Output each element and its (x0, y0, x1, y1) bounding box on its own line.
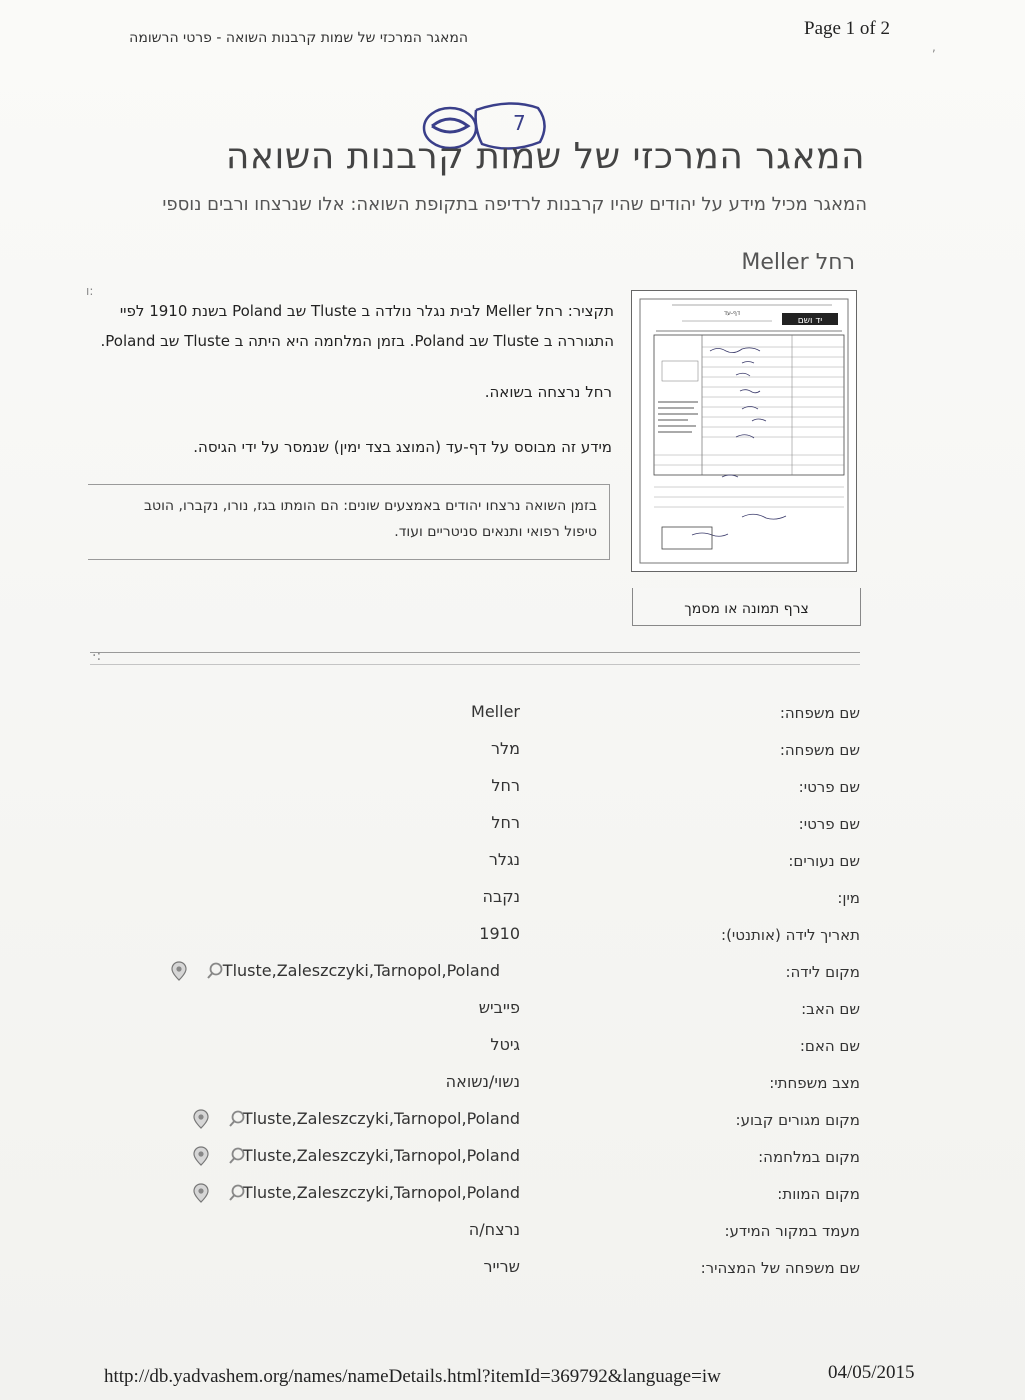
detail-row (150, 1255, 870, 1292)
search-icon[interactable] (228, 1183, 246, 1203)
map-pin-icon[interactable] (192, 1109, 210, 1129)
location-actions (170, 961, 224, 981)
map-pin-icon[interactable] (192, 1146, 210, 1166)
detail-label: שם משפחה: (779, 741, 860, 759)
detail-label: מצב משפחתי: (769, 1074, 860, 1092)
detail-row (150, 885, 870, 922)
detail-label: שם האב: (801, 1000, 860, 1018)
scan-mark: ·: (92, 648, 102, 664)
record-details-table (150, 700, 870, 1292)
detail-value: Tluste,Zaleszczyki,Tarnopol,Poland (242, 1109, 520, 1128)
fate-statement: רחל נרצחה בשואה. (484, 383, 612, 401)
detail-row (150, 774, 870, 811)
detail-row (150, 737, 870, 774)
source-statement: מידע זה מבוסס על דף-עד (המוצג בצד ימין) שנמסר על ידי הגיסה. (193, 438, 612, 456)
page-number: Page 1 of 2 (804, 18, 891, 39)
footer-date: 04/05/2015 (828, 1362, 915, 1383)
detail-label: שם פרטי: (798, 778, 860, 796)
detail-value: נקבה (482, 887, 520, 906)
detail-value: רחל (491, 813, 520, 832)
detail-row (150, 1144, 870, 1181)
detail-value: נרצח/ה (468, 1220, 520, 1239)
info-box-line-2: טיפול רפואי ותנאים סניטריים ועוד. (394, 524, 597, 540)
detail-value: שרייר (483, 1257, 520, 1276)
detail-row (150, 1033, 870, 1070)
detail-value: 1910 (479, 924, 520, 943)
section-divider (90, 652, 860, 653)
holocaust-info-box (88, 484, 610, 560)
detail-value: פייביש (478, 998, 520, 1017)
detail-value: גיטל (490, 1035, 520, 1054)
detail-value: מלר (491, 739, 520, 758)
detail-row (150, 1181, 870, 1218)
section-divider-secondary (90, 664, 860, 665)
detail-label: מקום מגורים קבוע: (735, 1111, 860, 1129)
detail-label: שם משפחה של המצהיר: (700, 1259, 860, 1277)
map-pin-icon[interactable] (170, 961, 188, 981)
thumbnail-logo: יד ושם (797, 316, 823, 326)
detail-label: שם נעורים: (788, 852, 860, 870)
detail-label: מקום לידה: (785, 963, 860, 981)
detail-row (150, 922, 870, 959)
detail-row (150, 1218, 870, 1255)
scan-mark: ı: (86, 284, 94, 298)
detail-label: מעמד במקור המידע: (724, 1222, 860, 1240)
location-actions (192, 1183, 246, 1203)
footer-url: http://db.yadvashem.org/names/nameDetails.html?itemId=369792&language=iw (104, 1366, 721, 1387)
search-icon[interactable] (206, 961, 224, 981)
detail-value: נשוי/נשואה (445, 1072, 520, 1091)
scan-mark: , (932, 40, 936, 54)
detail-value: רחל (491, 776, 520, 795)
detail-row (150, 1070, 870, 1107)
detail-row (150, 848, 870, 885)
detail-row (150, 1107, 870, 1144)
detail-label: שם האם: (799, 1037, 860, 1055)
detail-label: מקום המוות: (777, 1185, 860, 1203)
detail-label: מין: (837, 889, 860, 907)
summary-line-2: התגוררה ב Tluste שב Poland. בזמן המלחמה היא היתה ב Tluste שב Poland. (100, 332, 614, 350)
detail-row (150, 700, 870, 737)
map-pin-icon[interactable] (192, 1183, 210, 1203)
page-of-testimony-thumbnail[interactable] (631, 290, 857, 572)
detail-row (150, 959, 870, 996)
detail-label: מקום במלחמה: (758, 1148, 860, 1166)
detail-label: תאריך לידה (אותנטי): (721, 926, 860, 944)
thumbnail-header: דף-עד (723, 310, 741, 317)
attach-image-document-button[interactable]: צרף תמונה או מסמך (632, 588, 861, 626)
location-actions (192, 1109, 246, 1129)
testimony-form-image (632, 291, 856, 571)
detail-value: Meller (471, 702, 520, 721)
database-subtitle: המאגר מכיל מידע על יהודים שהיו קרבנות לרדיפה בתקופת השואה: אלו שנרצחו ורבים נוספי (162, 194, 867, 215)
search-icon[interactable] (228, 1109, 246, 1129)
search-icon[interactable] (228, 1146, 246, 1166)
print-header-title: המאגר המרכזי של שמות קרבנות השואה - פרטי הרשומה (129, 30, 468, 46)
detail-value: Tluste,Zaleszczyki,Tarnopol,Poland (222, 961, 500, 980)
detail-value: נגלר (488, 850, 520, 869)
location-actions (192, 1146, 246, 1166)
summary-line-1: תקציר: רחל Meller לבית נגלר נולדה ב Tluste שב Poland בשנת 1910 לפיי (119, 302, 614, 320)
detail-value: Tluste,Zaleszczyki,Tarnopol,Poland (242, 1183, 520, 1202)
summary-block (84, 296, 614, 356)
database-title: המאגר המרכזי של שמות קרבנות השואה (225, 136, 865, 177)
handwritten-number: 7 (513, 111, 526, 135)
detail-row (150, 811, 870, 848)
detail-label: שם פרטי: (798, 815, 860, 833)
victim-name-heading: רחל Meller (741, 250, 855, 275)
info-box-line-1: בזמן השואה נרצחו יהודים באמצעים שונים: הם הומתו בגז, נורו, נקברו, הוטב (143, 498, 597, 514)
detail-value: Tluste,Zaleszczyki,Tarnopol,Poland (242, 1146, 520, 1165)
detail-label: שם משפחה: (779, 704, 860, 722)
detail-row (150, 996, 870, 1033)
